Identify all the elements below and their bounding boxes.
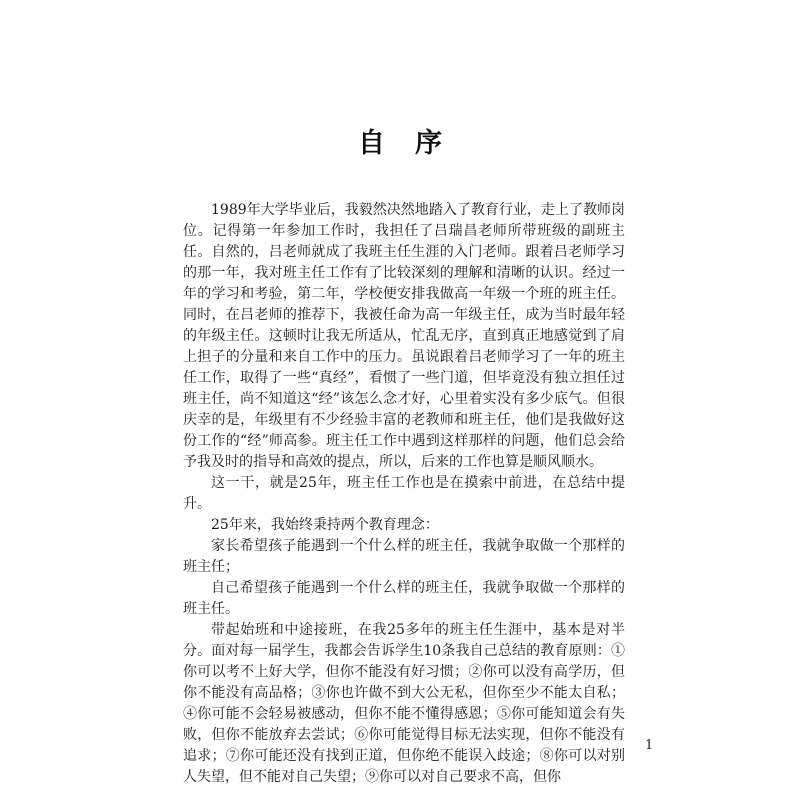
paragraph-idea-self: 自己希望孩子能遇到一个什么样的班主任，我就争取做一个那样的班主任。 bbox=[183, 580, 625, 617]
paragraph-career-start: 1989年大学毕业后，我毅然决然地踏入了教育行业，走上了教师岗位。记得第一年参加工作时，我担任了吕瑞昌老师所带班级的副班主任。自然的，吕老师就成了我班主任生涯的入门老师。跟着吕老师学习的那一年，我对班主任工作有了比较深刻的理解和清晰的认识。经过一年的学习和考验，第二年，学校便安排我做高一年级一个班的班主任。同时，在吕老师的推荐下，我被任命为高一年级主任，成为当时最年轻的年级主任。这顿时让我无所适从，忙乱无序，直到真正地感觉到了肩上担子的分量和来自工作中的压力。虽说跟着吕老师学习了一年的班主任工作，取得了一些“真经”，看惯了一些门道，但毕竟没有独立担任过班主任，尚不知道这“经”该怎么念才好，心里着实没有多少底气。但很庆幸的是，年级里有不少经验丰富的老教师和班主任，他们是我做好这份工作的“经”师高参。班主任工作中遇到这样那样的问题，他们总会给予我及时的指导和高效的提点，所以，后来的工作也算是顺风顺水。 bbox=[183, 202, 625, 470]
page-title: 自序 bbox=[358, 128, 472, 159]
paragraph-two-ideas: 25年来，我始终秉持两个教育理念： bbox=[211, 517, 439, 533]
paragraph-ten-principles: 带起始班和中途接班，在我25多年的班主任生涯中，基本是对半分。面对每一届学生，我都会告诉学生10条我自己总结的教育原则：①你可以考不上好大学，但你不能没有好习惯；②你可以没有高学历，但你不能没有高品格；③你也许做不到大公无私，但你至少不能太自私；④你可能不会轻易被感动，但你不能不懂得感恩；⑤你可能知道会有失败，但你不能放弃去尝试；⑥你可能觉得目标无法实现，但你不能没有追求；⑦你可能还没有找到正道，但你绝不能误入歧途；⑧你可以对别人失望，但不能对自己失望；⑨你可以对自己要求不高，但你 bbox=[183, 622, 625, 785]
paragraph-25-years: 这一干，就是25年，班主任工作也是在摸索中前进，在总结中提升。 bbox=[183, 475, 625, 512]
page-number: 1 bbox=[645, 738, 654, 753]
body-text bbox=[183, 200, 625, 788]
paragraph-idea-parents: 家长希望孩子能遇到一个什么样的班主任，我就争取做一个那样的班主任； bbox=[183, 538, 625, 575]
